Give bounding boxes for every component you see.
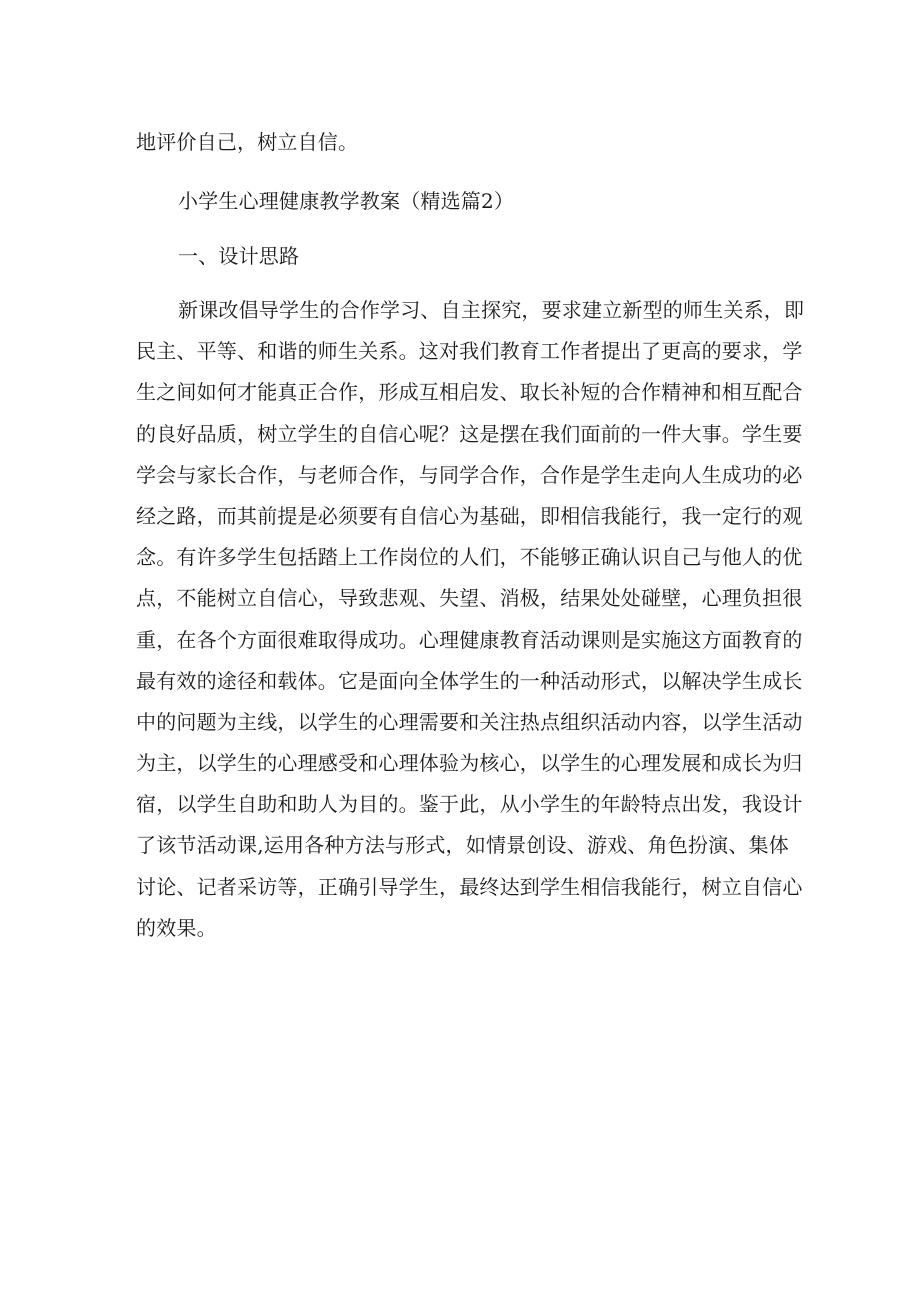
paragraph-line: 的效果。 xyxy=(136,915,217,940)
paragraph-line: 念。有许多学生包括踏上工作岗位的人们，不能够正确认识自己与他人的优 xyxy=(136,545,803,570)
section-title xyxy=(136,181,792,222)
paragraph-line: 学会与家长合作，与老师合作，与同学合作，合作是学生走向人生成功的必 xyxy=(136,462,803,487)
paragraph-line: 重，在各个方面很难取得成功。心理健康教育活动课则是实施这方面教育的 xyxy=(136,627,803,652)
body-paragraph xyxy=(136,290,805,949)
paragraph-line: 了该节活动课,运用各种方法与形式，如情景创设、游戏、角色扮演、集体 xyxy=(136,833,789,858)
section-heading xyxy=(136,236,792,277)
paragraph-line: 的良好品质，树立学生的自信心呢？这是摆在我们面前的一件大事。学生要 xyxy=(136,421,803,446)
paragraph-line: 经之路，而其前提是必须要有自信心为基础，即相信我能行，我一定行的观 xyxy=(136,503,803,528)
paragraph-line: 新课改倡导学生的合作学习、自主探究，要求建立新型的师生关系，即 xyxy=(178,298,805,322)
paragraph-line: 点，不能树立自信心，导致悲观、失望、消极，结果处处碰壁，心理负担很 xyxy=(136,586,803,611)
paragraph-line: 宿，以学生自助和助人为目的。鉴于此，从小学生的年龄特点出发，我设计 xyxy=(136,792,803,817)
paragraph-line: 最有效的途径和载体。它是面向全体学生的一种活动形式，以解决学生成长 xyxy=(136,668,803,693)
text-line: 地评价自己，树立自信。 xyxy=(136,130,359,154)
continuation-text xyxy=(136,122,792,163)
paragraph-line: 讨论、记者采访等，正确引导学生，最终达到学生相信我能行，树立自信心 xyxy=(136,874,803,899)
section-title-text: 小学生心理健康教学教案（精选篇2） xyxy=(178,189,515,213)
paragraph-line: 民主、平等、和谐的师生关系。这对我们教育工作者提出了更高的要求，学 xyxy=(136,339,803,364)
paragraph-line: 生之间如何才能真正合作，形成互相启发、取长补短的合作精神和相互配合 xyxy=(136,380,803,405)
paragraph-line: 为主，以学生的心理感受和心理体验为核心，以学生的心理发展和成长为归 xyxy=(136,751,803,776)
section-heading-text: 一、设计思路 xyxy=(178,244,300,268)
paragraph-line: 中的问题为主线，以学生的心理需要和关注热点组织活动内容，以学生活动 xyxy=(136,709,803,734)
